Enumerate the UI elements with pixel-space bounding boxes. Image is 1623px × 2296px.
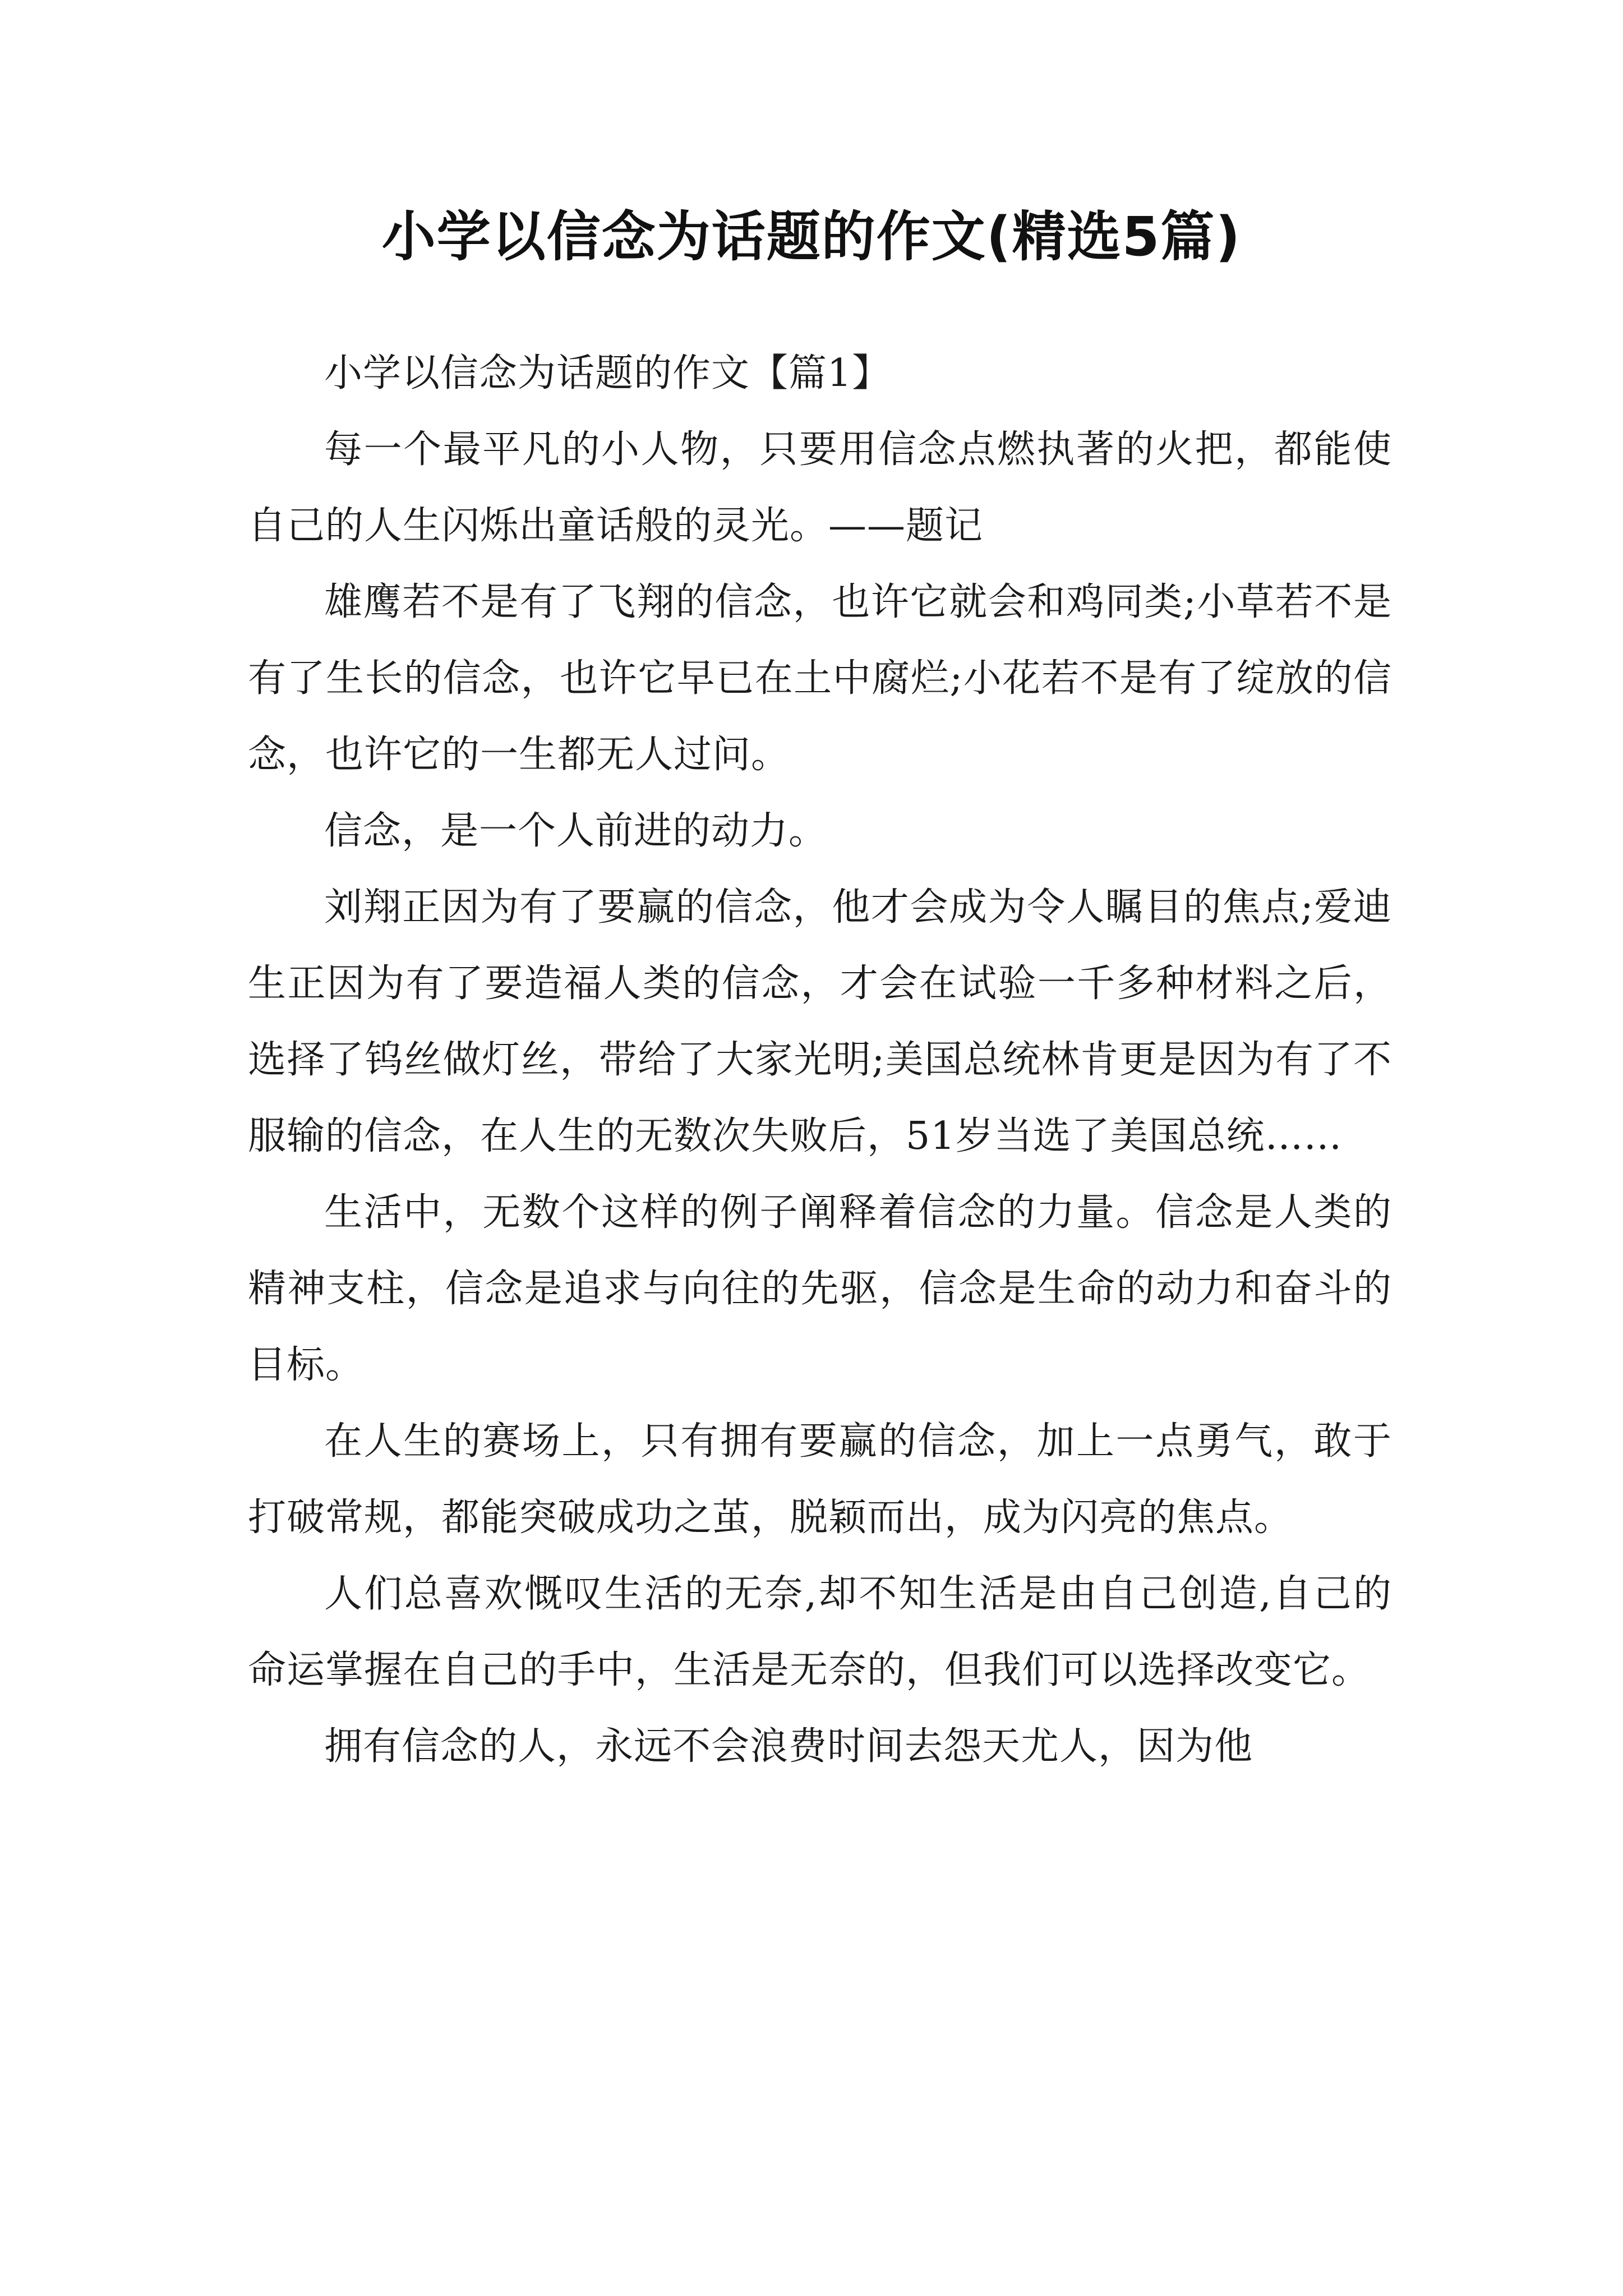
paragraph: 生活中，无数个这样的例子阐释着信念的力量。信念是人类的精神支柱，信念是追求与向往的先驱，信念是生命的动力和奋斗的目标。 (248, 1190, 1392, 1387)
document-body (248, 335, 1392, 1785)
paragraph: 信念，是一个人前进的动力。 (324, 809, 828, 853)
document-title: 小学以信念为话题的作文(精选5篇) (381, 205, 1242, 268)
section-heading: 小学以信念为话题的作文【篇1】 (324, 351, 891, 395)
paragraph: 人们总喜欢慨叹生活的无奈,却不知生活是由自己创造,自己的命运掌握在自己的手中，生活是无奈的，但我们可以选择改变它。 (248, 1572, 1392, 1692)
paragraph: 雄鹰若不是有了飞翔的信念，也许它就会和鸡同类;小草若不是有了生长的信念，也许它早已在土中腐烂;小花若不是有了绽放的信念，也许它的一生都无人过问。 (248, 580, 1392, 777)
paragraph: 每一个最平凡的小人物，只要用信念点燃执著的火把，都能使自己的人生闪烁出童话般的灵光。——题记 (248, 427, 1392, 548)
paragraph: 刘翔正因为有了要赢的信念，他才会成为令人瞩目的焦点;爱迪生正因为有了要造福人类的信念，才会在试验一千多种材料之后，选择了钨丝做灯丝，带给了大家光明;美国总统林肯更是因为有了不服输的信念，在人生的无数次失败后，51岁当选了美国总统…… (248, 885, 1392, 1158)
paragraph: 在人生的赛场上，只有拥有要赢的信念，加上一点勇气，敢于打破常规，都能突破成功之茧，脱颖而出，成为闪亮的焦点。 (248, 1419, 1392, 1540)
paragraph: 拥有信念的人，永远不会浪费时间去怨天尤人，因为他 (324, 1724, 1253, 1769)
